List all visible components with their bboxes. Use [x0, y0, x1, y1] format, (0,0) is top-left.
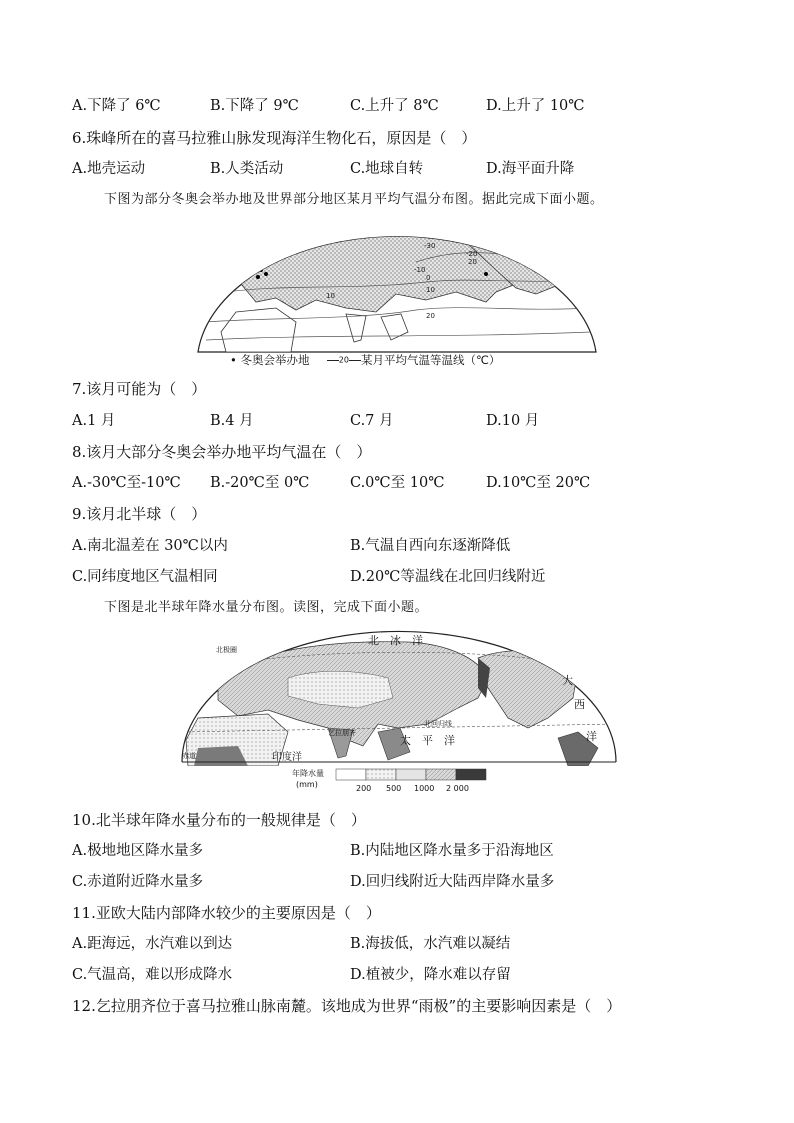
legend-isotherm-line-left — [327, 360, 339, 361]
legend-value: 1000 — [414, 784, 435, 793]
q5-option-c[interactable]: C.上升了 8℃ — [350, 98, 439, 114]
q11-option-a[interactable]: A.距海远，水汽难以到达 — [72, 936, 233, 952]
label-atlantic-1: 大 — [562, 674, 573, 687]
q6-option-a[interactable]: A.地壳运动 — [72, 161, 146, 177]
q5-option-a[interactable]: A.下降了 6℃ — [72, 98, 161, 114]
host-city-dot — [539, 265, 543, 269]
q6-option-d[interactable]: D.海平面升降 — [486, 161, 575, 177]
label-atlantic-2: 西 — [574, 698, 585, 711]
legend-title: 年降水量 — [292, 769, 324, 778]
q11-option-d[interactable]: D.植被少，降水难以存留 — [350, 967, 511, 983]
isotherm-label: 0 — [426, 274, 431, 282]
legend-host-city: • 冬奥会举办地 — [230, 353, 310, 367]
q11-option-c[interactable]: C.气温高，难以形成降水 — [72, 967, 233, 983]
q8-stem: 8.该月大部分冬奥会举办地平均气温在（ ） — [72, 443, 372, 461]
host-city-dot — [264, 272, 268, 276]
legend-isotherm-value: 20 — [338, 355, 349, 365]
q9-option-d[interactable]: D.20℃等温线在北回归线附近 — [350, 569, 546, 585]
legend-value: 2 000 — [446, 784, 469, 793]
q8-option-a[interactable]: A.-30℃至-10℃ — [72, 475, 181, 491]
legend-unit: (mm) — [296, 780, 318, 789]
host-city-dot — [256, 275, 260, 279]
isotherm-label: 10 — [326, 292, 335, 300]
label-arctic-ocean: 北 冰 洋 — [368, 634, 423, 647]
label-indian-ocean: 印度洋 — [272, 752, 302, 763]
legend-swatch — [336, 769, 366, 780]
q8-option-b[interactable]: B.-20℃至 0℃ — [210, 475, 310, 491]
host-city-dot — [484, 272, 488, 276]
q10-option-b[interactable]: B.内陆地区降水量多于沿海地区 — [350, 843, 554, 859]
legend-value: 500 — [386, 784, 402, 793]
q11-stem: 11.亚欧大陆内部降水较少的主要原因是（ ） — [72, 904, 381, 922]
label-pacific-ocean: 太 平 洋 — [400, 734, 455, 747]
label-tropic-of-cancer: 北回归线 — [424, 720, 452, 728]
q6-option-c[interactable]: C.地球自转 — [350, 161, 424, 177]
label-equator: 赤道 — [182, 752, 196, 760]
q8-option-d[interactable]: D.10℃至 20℃ — [486, 475, 591, 491]
q7-stem: 7.该月可能为（ ） — [72, 380, 207, 398]
q5-option-d[interactable]: D.上升了 10℃ — [486, 98, 585, 114]
q12-stem: 12.乞拉朋齐位于喜马拉雅山脉南麓。该地成为世界“雨极”的主要影响因素是（ ） — [72, 997, 622, 1015]
intro-precipitation-map: 下图是北半球年降水量分布图。读图，完成下面小题。 — [104, 600, 429, 615]
label-cherrapunji: 乞拉朋齐 — [328, 729, 356, 737]
q7-option-c[interactable]: C.7 月 — [350, 413, 394, 429]
q9-stem: 9.该月北半球（ ） — [72, 505, 207, 523]
temperature-map — [196, 222, 598, 354]
intro-temperature-map: 下图为部分冬奥会举办地及世界部分地区某月平均气温分布图。据此完成下面小题。 — [104, 192, 604, 207]
legend-isotherm-line-right — [349, 360, 361, 361]
q10-option-d[interactable]: D.回归线附近大陆西岸降水量多 — [350, 874, 555, 890]
legend-isotherm-label: 某月平均气温等温线（℃） — [360, 353, 501, 367]
q10-stem: 10.北半球年降水量分布的一般规律是（ ） — [72, 811, 366, 829]
q8-option-c[interactable]: C.0℃至 10℃ — [350, 475, 445, 491]
legend-swatch — [426, 769, 456, 780]
precipitation-map — [178, 628, 620, 798]
legend-value: 200 — [356, 784, 372, 793]
isotherm-label: -10 — [414, 266, 426, 274]
isotherm-label: 20 — [426, 312, 435, 320]
q9-option-c[interactable]: C.同纬度地区气温相同 — [72, 569, 218, 585]
isotherm-label: 10 — [426, 286, 435, 294]
q5-option-b[interactable]: B.下降了 9℃ — [210, 98, 299, 114]
map1-legend — [230, 352, 500, 369]
q7-option-d[interactable]: D.10 月 — [486, 413, 540, 429]
isotherm-label: 20 — [468, 258, 477, 266]
q10-option-c[interactable]: C.赤道附近降水量多 — [72, 874, 204, 890]
q9-option-b[interactable]: B.气温自西向东逐渐降低 — [350, 538, 511, 554]
label-arctic-circle: 北极圈 — [216, 646, 237, 654]
q11-option-b[interactable]: B.海拔低，水汽难以凝结 — [350, 936, 511, 952]
q6-option-b[interactable]: B.人类活动 — [210, 161, 284, 177]
label-atlantic-3: 洋 — [586, 730, 597, 743]
legend-swatch — [396, 769, 426, 780]
isotherm-label: -20 — [466, 250, 478, 258]
q7-option-a[interactable]: A.1 月 — [72, 413, 116, 429]
legend-swatch — [456, 769, 486, 780]
q10-option-a[interactable]: A.极地地区降水量多 — [72, 843, 204, 859]
q6-stem: 6.珠峰所在的喜马拉雅山脉发现海洋生物化石，原因是（ ） — [72, 129, 477, 147]
isotherm-label: -30 — [424, 242, 436, 250]
q9-option-a[interactable]: A.南北温差在 30℃以内 — [72, 538, 228, 554]
q7-option-b[interactable]: B.4 月 — [210, 413, 254, 429]
precipitation-legend — [292, 768, 486, 793]
legend-swatch — [366, 769, 396, 780]
